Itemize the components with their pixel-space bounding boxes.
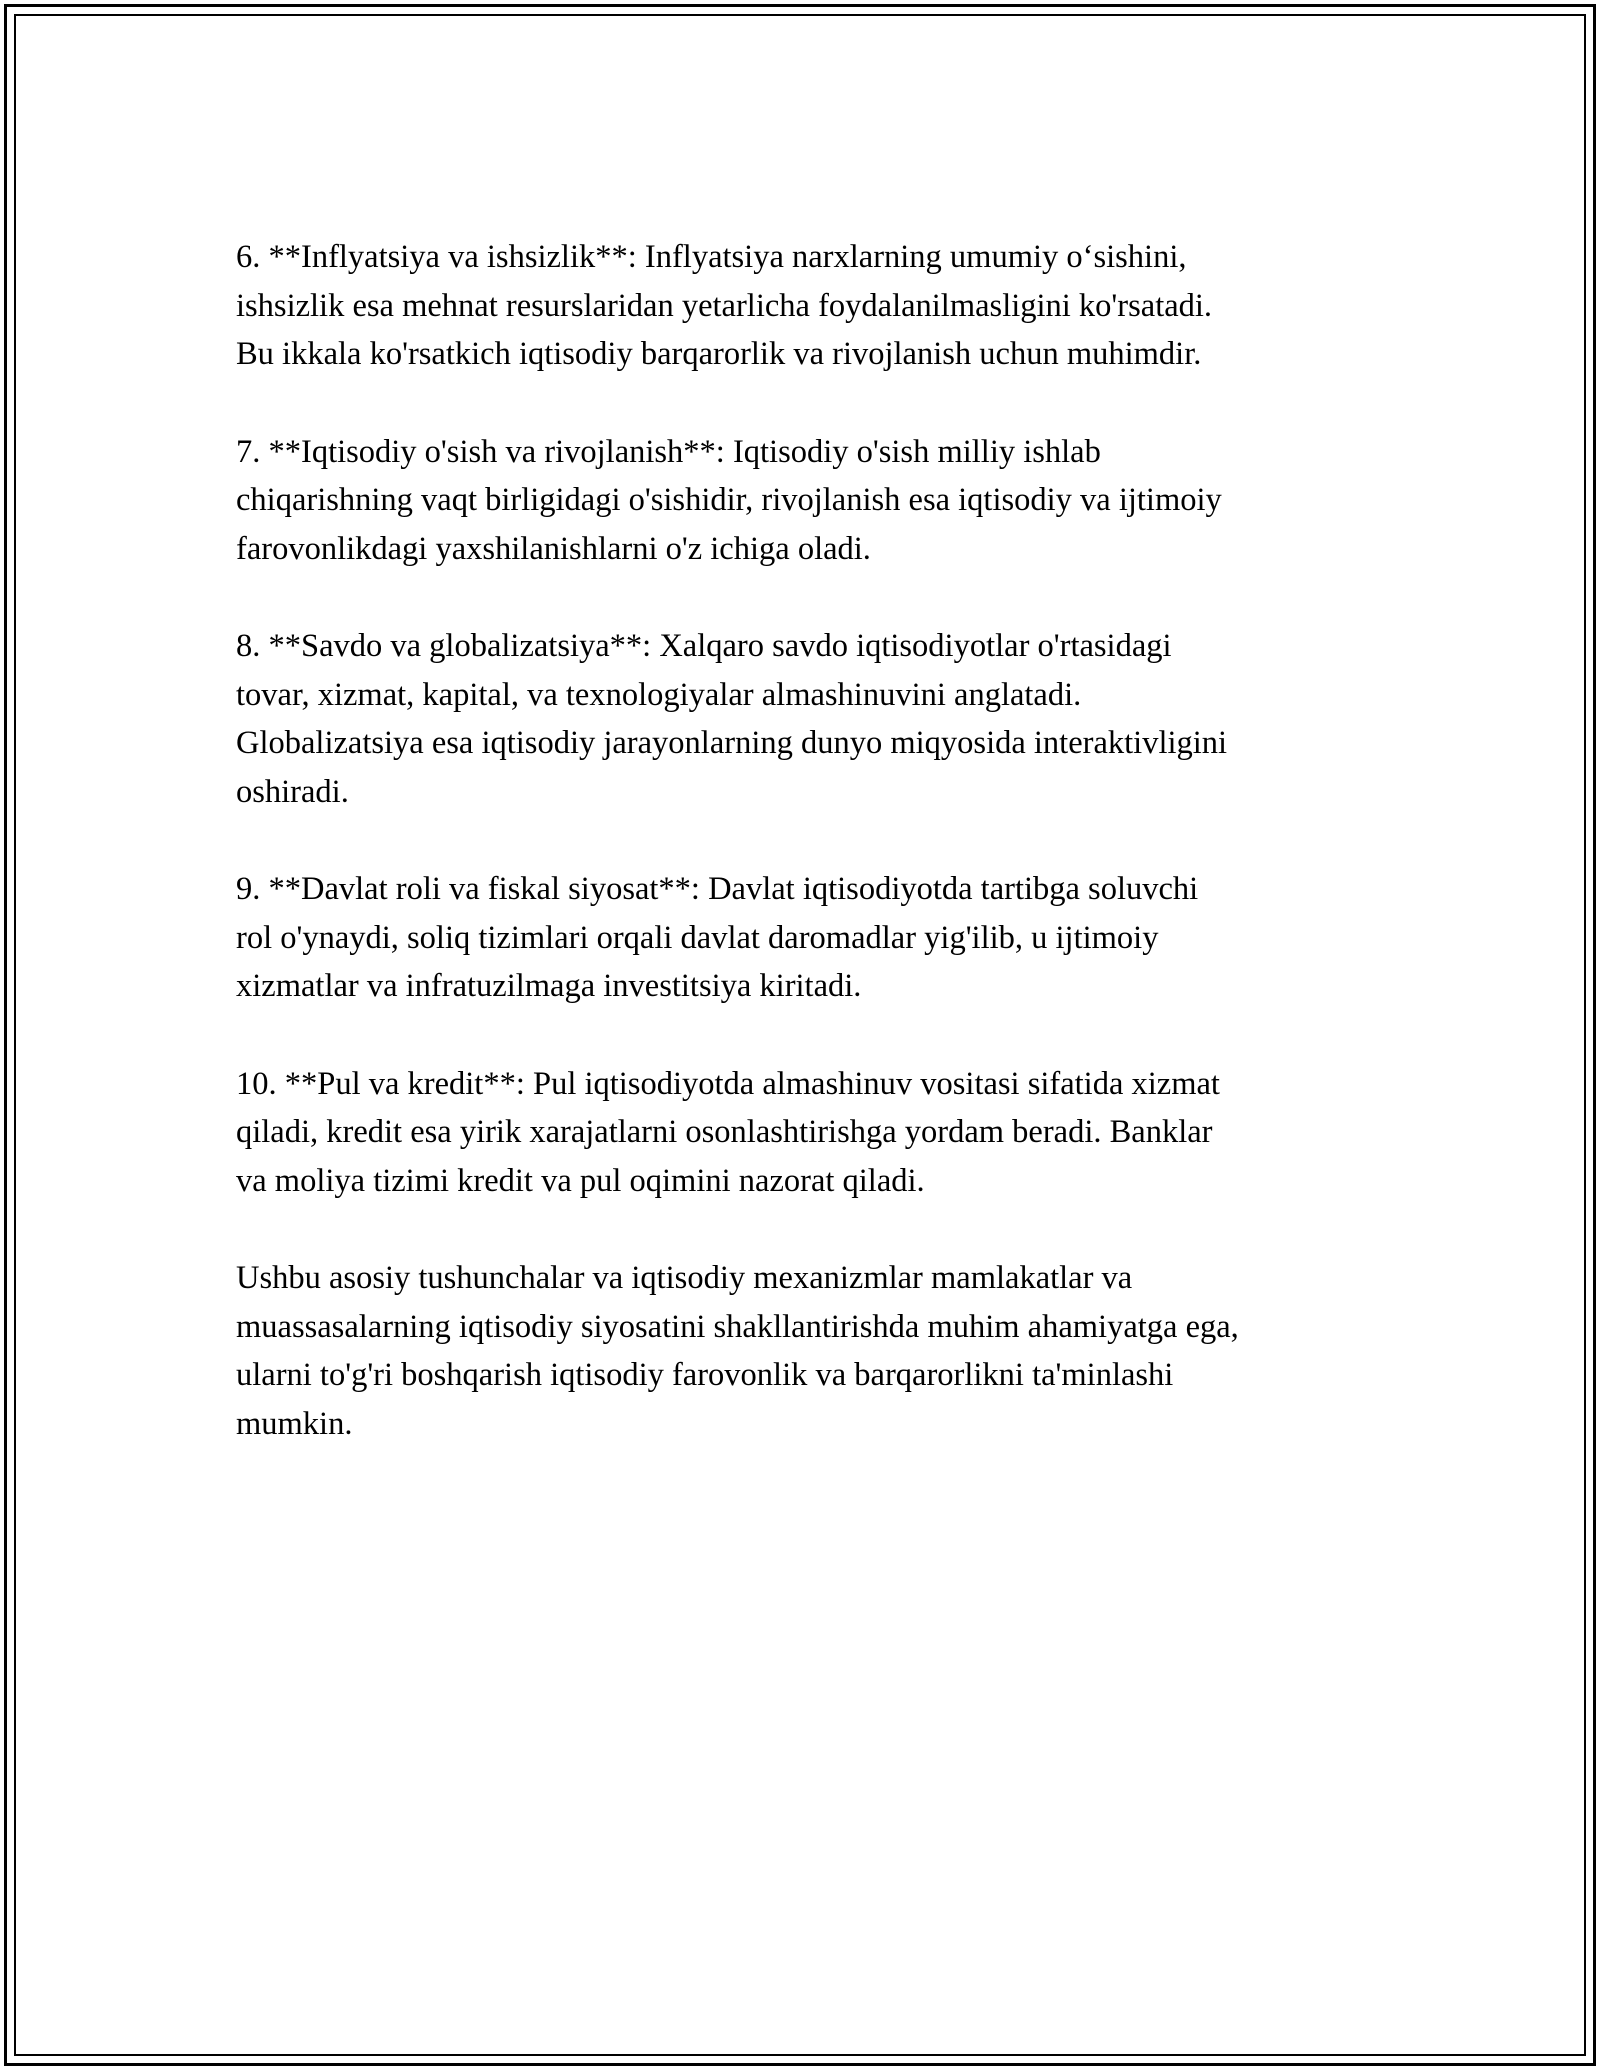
paragraph-fiscal	[236, 865, 1386, 1011]
paragraph-inflation	[236, 233, 1386, 379]
text-line: qiladi, kredit esa yirik xarajatlarni osonlashtirishga yordam beradi. Banklar	[236, 1114, 1213, 1150]
text-line: mumkin.	[236, 1405, 353, 1442]
text-line: 6. **Inflyatsiya va ishsizlik**: Inflyatsiya narxlarning umumiy o‘sishini,	[236, 239, 1187, 275]
text-line: Bu ikkala ko'rsatkich iqtisodiy barqarorlik va rivojlanish uchun muhimdir.	[236, 336, 1202, 372]
text-line: ishsizlik esa mehnat resurslaridan yetarlicha foydalanilmasligini ko'rsatadi.	[236, 287, 1213, 324]
text-line: xizmatlar va infratuzilmaga investitsiya kiritadi.	[236, 968, 862, 1004]
text-line: Ushbu asosiy tushunchalar va iqtisodiy mexanizmlar mamlakatlar va	[236, 1260, 1133, 1296]
text-line: oshiradi.	[236, 773, 349, 810]
paragraph-growth	[236, 428, 1386, 574]
text-line: 7. **Iqtisodiy o'sish va rivojlanish**: Iqtisodiy o'sish milliy ishlab	[236, 433, 1101, 470]
text-line: 9. **Davlat roli va fiskal siyosat**: Davlat iqtisodiyotda tartibga soluvchi	[236, 871, 1199, 907]
text-line: rol o'ynaydi, soliq tizimlari orqali davlat daromadlar yig'ilib, u ijtimoiy	[236, 919, 1159, 956]
document-body	[236, 233, 1386, 1497]
text-line: 10. **Pul va kredit**: Pul iqtisodiyotda almashinuv vositasi sifatida xizmat	[236, 1065, 1220, 1102]
text-line: Globalizatsiya esa iqtisodiy jarayonlarning dunyo miqyosida interaktivligini	[236, 725, 1228, 761]
text-line: ularni to'g'ri boshqarish iqtisodiy farovonlik va barqarorlikni ta'minlashi	[236, 1357, 1174, 1393]
text-line: 8. **Savdo va globalizatsiya**: Xalqaro savdo iqtisodiyotlar o'rtasidagi	[236, 628, 1172, 664]
text-line: tovar, xizmat, kapital, va texnologiyalar almashinuvini anglatadi.	[236, 676, 1082, 713]
paragraph-money-credit	[236, 1060, 1386, 1206]
text-line: farovonlikdagi yaxshilanishlarni o'z ichiga oladi.	[236, 530, 871, 567]
paragraph-conclusion	[236, 1254, 1386, 1448]
paragraph-trade	[236, 622, 1386, 816]
text-line: chiqarishning vaqt birligidagi o'sishidir, rivojlanish esa iqtisodiy va ijtimoiy	[236, 482, 1222, 518]
text-line: muassasalarning iqtisodiy siyosatini shakllantirishda muhim ahamiyatga ega,	[236, 1308, 1239, 1345]
text-line: va moliya tizimi kredit va pul oqimini nazorat qiladi.	[236, 1162, 925, 1199]
